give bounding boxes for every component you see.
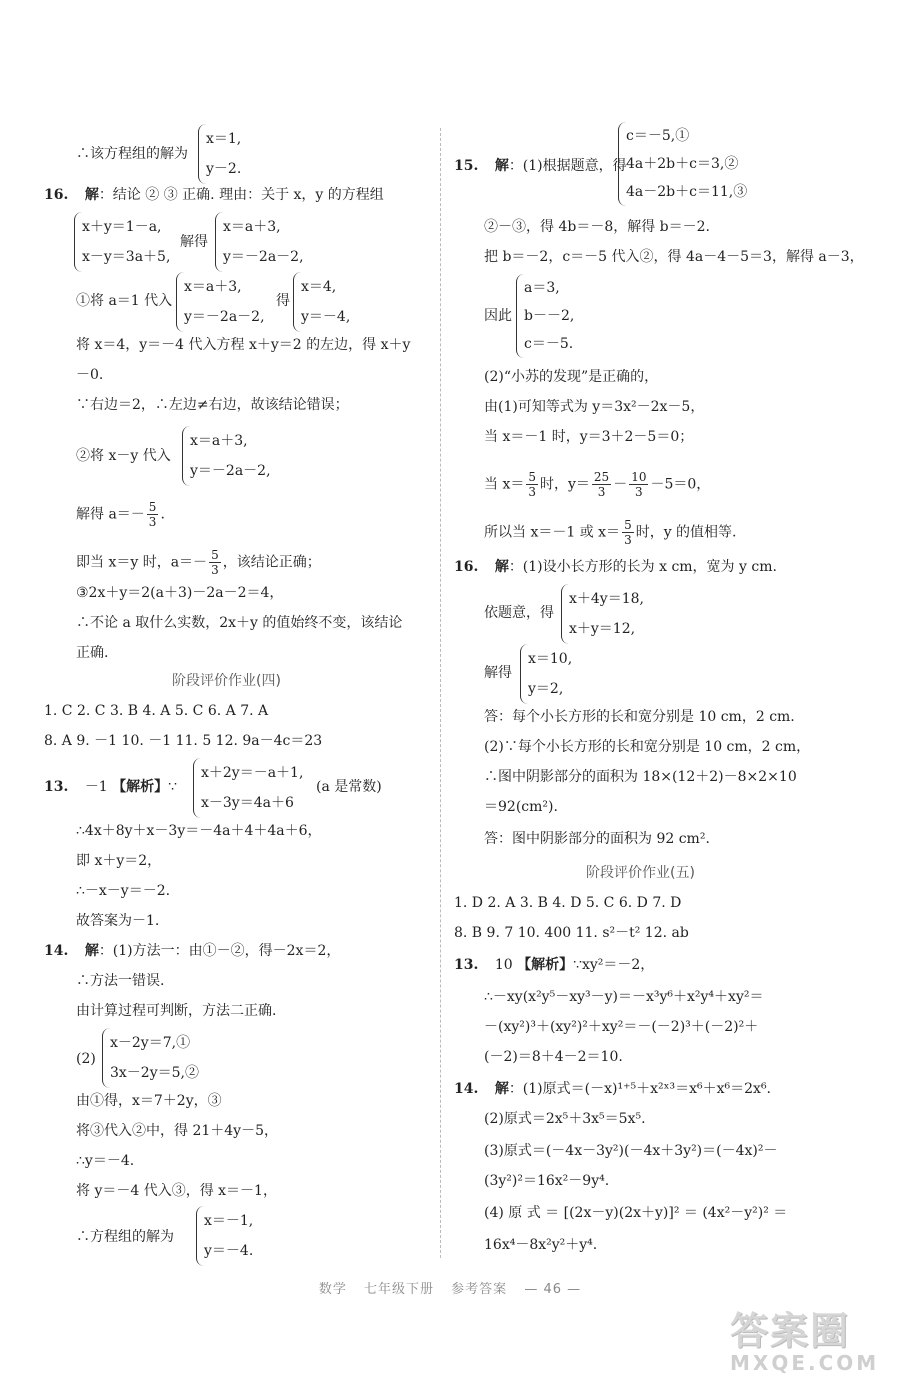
equation-system: a＝3, b－－2, c＝－5. [516,274,574,358]
text-line: ②将 x－y 代入 [76,448,171,464]
text-line: 当 x＝ $\frac{5}{3}$ 时，y＝ $\frac{25}{3}$ － $\frac{10}{3}$ －5＝0， [484,470,711,499]
footer-doc: 参考答案 [451,1282,508,1297]
text-line: 正确. [76,645,109,661]
fraction: $\frac{10}{3}$ [631,470,647,499]
answer-row: 8. B 9. 7 10. 400 11. s²－t² 12. ab [454,925,689,941]
text-line: 故答案为－1. [76,913,160,929]
text-line: ①将 a＝1 代入 [76,293,173,309]
text-line: ＝92(cm²). [484,799,558,815]
text-line: (a 是常数) [316,779,382,795]
text-line: 即当 x＝y 时，a＝－ $\frac{5}{3}$ ，该结论正确； [76,548,321,577]
equation-system: x＝a＋3, y＝－2a－2, [215,212,304,272]
text-line: 答：每个小长方形的长和宽分别是 10 cm，2 cm. [484,709,795,725]
text-line: 答：图中阴影部分的面积为 92 cm². [484,831,710,847]
footer-grade: 七年级下册 [364,1282,435,1297]
equation-system: x＝a＋3, y＝－2a－2, [182,426,271,486]
section-title: 阶段评价作业(五) [586,865,695,881]
text-line: 解得 a＝－ $\frac{5}{3}$ . [76,500,165,529]
text-line: 因此 [484,308,512,324]
equation-system: x＝1, y－2. [198,124,241,184]
fraction: $\frac{5}{3}$ [148,500,157,529]
equation-system: x＝10, y＝2, [520,644,572,704]
text-line: ∴y＝－4. [76,1153,135,1169]
question-line: 16. 解：结论 ② ③ 正确. 理由：关于 x，y 的方程组 [44,187,384,203]
question-line: 13. －1 【解析】∵ [44,779,178,795]
fraction: $\frac{25}{3}$ [593,470,610,499]
text-line: 把 b＝－2，c＝－5 代入②，得 4a－4－5＝3，解得 a－3， [484,249,864,265]
text-line: ∴－xy(x²y⁵－xy³－y)＝－x³y⁶＋x²y⁴＋xy²＝ [484,989,764,1005]
equation-system: x＋4y＝18, x＋y＝12, [561,584,644,644]
text-line: 将 x＝4，y＝－4 代入方程 x＋y＝2 的左边，得 x＋y [76,337,411,353]
text-line: －0. [76,367,104,383]
column-divider [440,128,441,1258]
text-line: 由计算过程可判断，方法二正确. [76,1003,277,1019]
text-line: (3)原式＝(－4x－3y²)(－4x＋3y²)＝(－4x)²－ [484,1143,778,1159]
text-line: 16x⁴－8x²y²＋y⁴. [484,1237,598,1253]
text-line: ③2x＋y＝2(a＋3)－2a－2＝4， [76,585,284,601]
text-line: 所以当 x＝－1 或 x＝ $\frac{5}{3}$ 时，y 的值相等. [484,518,737,547]
equation-system: x－2y＝7,① 3x－2y＝5,② [102,1028,199,1088]
text-line: 当 x＝－1 时，y＝3＋2－5＝0； [484,429,694,445]
text-line: (2) [76,1051,96,1067]
text-line: ∴－x－y＝－2. [76,883,171,899]
text-line: ∴方法一错误. [76,973,165,989]
text-line: －(xy²)³＋(xy²)²＋xy²＝－(－2)³＋(－2)²＋ [484,1019,759,1035]
fraction: $\frac{5}{3}$ [624,518,632,547]
equation-system: x＝a＋3, y＝－2a－2, [176,272,265,332]
text-line: (－2)＝8＋4－2＝10. [484,1049,623,1065]
text-line: ∴4x＋8y＋x－3y＝－4a＋4＋4a＋6， [76,823,322,839]
text-line: 解得 [484,665,512,681]
text-line: ∴方程组的解为 [76,1229,174,1245]
question-line: 14. 解：(1)原式＝(－x)¹⁺⁵＋x²ˣ³＝x⁶＋x⁶＝2x⁶. [454,1081,772,1097]
text-line: ∴图中阴影部分的面积为 18×(12＋2)－8×2×10 [484,769,797,785]
page-number: — 46 — [524,1282,582,1297]
watermark-text-top: 答案圈 [730,1309,851,1353]
question-line: 16. 解：(1)设小长方形的长为 x cm，宽为 y cm. [454,559,777,575]
text-line: 由①得，x＝7＋2y，③ [76,1093,222,1109]
text-line: ∵右边＝2，∴左边≠右边，故该结论错误； [76,397,349,413]
text-line: 由(1)可知等式为 y＝3x²－2x－5， [484,399,705,415]
fraction: $\frac{5}{3}$ [528,470,536,499]
question-line: 14. 解：(1)方法一：由①－②，得－2x＝2， [44,943,341,959]
watermark-text-bottom: MXQE.COM [730,1351,880,1375]
equation-system: x＝－1, y＝－4. [196,1206,253,1266]
equation-system: x＋2y＝－a＋1, x－3y＝4a＋6 [193,758,303,818]
text-line: ②－③，得 4b＝－8，解得 b＝－2. [484,219,710,235]
text-line: 得 [276,293,290,309]
text-line: 解得 [180,234,208,250]
text-line: 依题意，得 [484,605,554,621]
watermark-logo [730,1300,890,1380]
text-line: (4) 原 式 ＝ [(2x－y)(2x＋y)]² ＝ (4x²－y²)² ＝ [484,1205,788,1221]
question-line: 15. 解：(1)根据题意，得 [454,158,627,174]
text-line: 将 y＝－4 代入③，得 x＝－1， [76,1183,277,1199]
equation-system: x＋y＝1－a, x－y＝3a＋5, [74,212,170,272]
answer-row: 1. C 2. C 3. B 4. A 5. C 6. A 7. A [44,703,269,719]
text-line: 即 x＋y＝2， [76,853,162,869]
equation-system: x＝4, y＝－4, [293,272,350,332]
footer-subject: 数学 [318,1282,347,1297]
page-footer [0,1278,900,1297]
answer-row: 8. A 9. －1 10. －1 11. 5 12. 9a－4c＝23 [44,733,323,749]
answer-row: 1. D 2. A 3. B 4. D 5. C 6. D 7. D [454,895,682,911]
question-line: 13. 10 【解析】∵xy²＝－2， [454,957,655,973]
text-line: ∴不论 a 取什么实数，2x＋y 的值始终不变，该结论 [76,615,403,631]
fraction: $\frac{5}{3}$ [211,548,219,577]
text-line: (3y²)²＝16x²－9y⁴. [484,1173,610,1189]
text-line: 将③代入②中，得 21＋4y－5， [76,1123,278,1139]
text-line: (2)原式＝2x⁵＋3x⁵＝5x⁵. [484,1111,646,1127]
text-line: ∴该方程组的解为 [76,146,188,162]
text-line: (2)“小苏的发现”是正确的， [484,369,659,385]
equation-system: c＝－5,① 4a＋2b＋c＝3,② 4a－2b＋c＝11,③ [618,122,747,206]
text-line: (2)∵每个小长方形的长和宽分别是 10 cm，2 cm， [484,739,811,755]
section-title: 阶段评价作业(四) [172,673,281,689]
